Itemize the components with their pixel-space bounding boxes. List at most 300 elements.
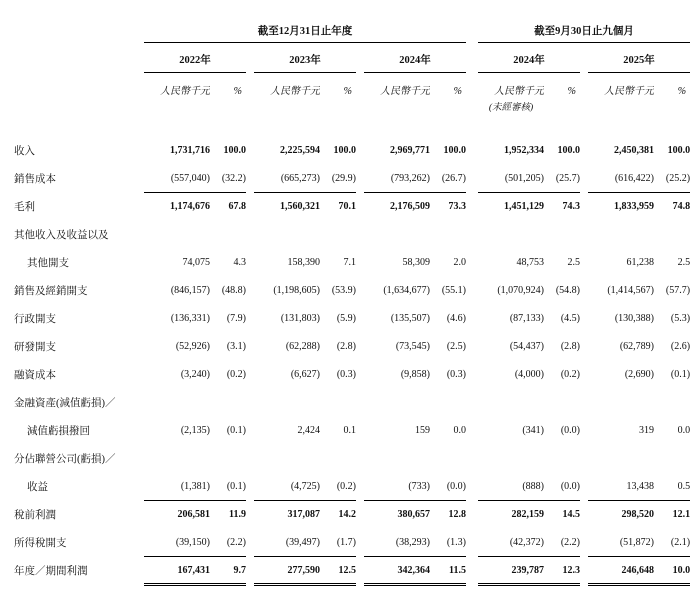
percent-cell: (2.6) [670,341,690,352]
percent-cell: 12.8 [448,509,466,521]
unit-label: 人民幣千元 [380,85,430,97]
column-spacer [356,73,364,99]
value-cell: (42,372) [478,529,544,557]
value-cell: 159 [415,425,430,436]
value-cell [364,389,430,417]
column-spacer [466,333,478,361]
percent-cell: 12.3 [544,557,580,585]
value-cell [364,445,430,473]
percent-cell: 14.2 [338,509,356,521]
column-spacer [356,529,364,557]
column-spacer [580,501,588,529]
percent-cell: (26.7) [430,165,466,193]
value-cell: 48,753 [516,257,544,268]
value-cell: 319 [639,425,654,436]
value-cell: 61,238 [626,257,654,268]
percent-cell: 11.5 [430,557,466,585]
percent-cell: (2.2) [544,529,580,557]
column-spacer [580,417,588,445]
table-row [14,501,690,529]
table-row [14,445,690,473]
column-spacer [356,193,364,221]
value-cell: (38,293) [364,529,430,557]
percent-cell [320,221,356,249]
value-cell: 1,174,676 [170,201,210,213]
column-spacer [246,165,254,193]
column-spacer [466,501,478,529]
percent-cell: (4.6) [446,313,466,324]
value-cell: 2,969,771 [390,145,430,156]
row-label: 銷售及經銷開支 [14,286,88,297]
percent-cell: 70.1 [338,201,356,213]
value-cell: 1,952,334 [504,145,544,156]
percent-cell: 100.0 [333,145,356,156]
value-cell: (793,262) [364,165,430,193]
row-label: 金融資產(減值虧損)／ [14,398,116,409]
row-label: 其他開支 [27,258,69,269]
value-cell [364,221,430,249]
percent-label: % [233,85,242,97]
column-spacer [356,333,364,361]
column-spacer [580,557,588,585]
column-spacer [580,445,588,473]
header-spacer [14,99,478,117]
value-cell: (6,627) [290,369,320,380]
unit-header-row [14,73,690,99]
column-spacer [356,277,364,305]
row-label: 毛利 [14,202,35,213]
value-cell: (1,198,605) [273,285,320,296]
table-row [14,305,690,333]
value-cell [588,221,654,249]
percent-cell [430,221,466,249]
percent-cell [544,389,580,417]
value-cell: (2,690) [624,369,654,380]
percent-cell: (7.9) [226,313,246,324]
header-spacer [588,99,654,117]
percent-cell: 0.5 [654,473,690,501]
column-spacer [356,501,364,529]
year-header-row [14,43,690,73]
column-spacer [246,73,254,99]
column-spacer [580,473,588,501]
column-spacer [356,43,364,73]
column-spacer [580,221,588,249]
column-spacer [246,193,254,221]
value-cell: 317,087 [287,509,320,521]
column-spacer [580,193,588,221]
table-row [14,529,690,557]
percent-cell: 0.0 [453,425,466,436]
column-spacer [580,277,588,305]
column-spacer [580,361,588,389]
row-label: 年度／期間利潤 [14,566,88,577]
percent-cell: 100.0 [443,145,466,156]
header-spacer [14,117,690,137]
column-spacer [246,249,254,277]
table-row [14,137,690,165]
percent-cell: (25.7) [544,165,580,193]
column-spacer [466,557,478,585]
percent-cell: (0.1) [226,425,246,436]
column-spacer [580,305,588,333]
column-spacer [356,445,364,473]
percent-cell: 100.0 [223,145,246,156]
value-cell: (1,634,677) [383,285,430,296]
column-spacer [580,165,588,193]
column-spacer [356,361,364,389]
percent-cell: 0.1 [343,425,356,436]
value-cell: (39,497) [254,529,320,557]
table-row [14,389,690,417]
value-cell: 2,176,509 [390,201,430,213]
table-row [14,557,690,585]
value-cell: (87,133) [509,313,544,324]
value-cell: 2,450,381 [614,145,654,156]
year-2023: 2023年 [254,43,356,73]
unit-label: 人民幣千元 [494,85,544,97]
percent-cell: 0.0 [677,425,690,436]
percent-cell: (1.7) [320,529,356,557]
value-cell: 239,787 [478,557,544,585]
column-spacer [580,333,588,361]
percent-cell: (0.0) [430,473,466,501]
column-spacer [466,417,478,445]
column-spacer [466,361,478,389]
value-cell: (846,157) [170,285,210,296]
table-body [14,137,690,585]
table-row [14,249,690,277]
value-cell: (616,422) [588,165,654,193]
percent-cell: (29.9) [320,165,356,193]
value-cell: (733) [364,473,430,501]
percent-cell: (2.1) [654,529,690,557]
value-cell: (135,507) [390,313,430,324]
row-label: 收入 [14,146,35,157]
value-cell: (3,240) [180,369,210,380]
value-cell: (665,273) [254,165,320,193]
percent-cell [654,445,690,473]
percent-cell: (4.5) [560,313,580,324]
column-spacer [580,43,588,73]
value-cell: 158,390 [287,257,320,268]
percent-cell: 11.9 [229,509,246,521]
percent-cell: (32.2) [210,165,246,193]
percent-cell: 100.0 [667,145,690,156]
value-cell [254,445,320,473]
row-label: 融資成本 [14,370,56,381]
column-spacer [466,165,478,193]
unaudited-note: (未經審核) [488,102,534,113]
value-cell [478,445,544,473]
percent-cell: 2.5 [567,257,580,268]
column-spacer [466,249,478,277]
value-cell: (2,135) [180,425,210,436]
table-row [14,473,690,501]
column-spacer [356,417,364,445]
percent-cell [430,445,466,473]
percent-cell: (0.0) [560,425,580,436]
value-cell: (62,288) [285,341,320,352]
percent-cell: (5.3) [670,313,690,324]
percent-cell: (55.1) [441,285,466,296]
percent-cell: 74.8 [672,201,690,213]
percent-cell: (54.8) [555,285,580,296]
percent-cell: (0.1) [210,473,246,501]
value-cell: 2,424 [297,425,320,436]
column-spacer [580,249,588,277]
percent-cell: (48.8) [221,285,246,296]
column-spacer [246,221,254,249]
column-spacer [580,137,588,165]
column-spacer [246,445,254,473]
table-row [14,333,690,361]
value-cell: 206,581 [177,509,210,521]
percent-cell: (25.2) [654,165,690,193]
value-cell: (501,205) [478,165,544,193]
column-spacer [246,529,254,557]
percent-cell: 2.0 [453,257,466,268]
percent-cell: 14.5 [562,509,580,521]
value-cell: 58,309 [402,257,430,268]
percent-cell: (53.9) [331,285,356,296]
value-cell [144,445,210,473]
header-spacer [14,14,144,43]
value-cell: 1,731,716 [170,145,210,156]
header-spacer [14,43,144,73]
value-cell: (888) [478,473,544,501]
percent-cell: (0.3) [336,369,356,380]
value-cell: 1,451,129 [504,201,544,213]
percent-cell: 12.1 [672,509,690,521]
column-spacer [246,137,254,165]
row-label: 銷售成本 [14,174,56,185]
percent-cell [210,389,246,417]
row-label: 所得稅開支 [14,538,67,549]
table-row [14,165,690,193]
percent-cell: 12.5 [320,557,356,585]
column-spacer [246,333,254,361]
document-page [0,14,690,612]
header-gap-row [14,117,690,137]
value-cell [588,389,654,417]
value-cell: 277,590 [254,557,320,585]
column-spacer [246,389,254,417]
row-label: 行政開支 [14,314,56,325]
percent-cell: (3.1) [226,341,246,352]
table-row [14,417,690,445]
value-cell [144,221,210,249]
table-row [14,193,690,221]
row-label: 研發開支 [14,342,56,353]
value-cell: 246,648 [588,557,654,585]
column-spacer [356,557,364,585]
percent-cell [544,221,580,249]
column-spacer [466,529,478,557]
percent-cell: (5.9) [336,313,356,324]
value-cell [478,221,544,249]
column-spacer [356,165,364,193]
value-cell: 380,657 [397,509,430,521]
percent-label: % [567,85,576,97]
value-cell: (1,414,567) [607,285,654,296]
header-spacer [544,99,580,117]
percent-cell: (2.8) [560,341,580,352]
percent-cell: 67.8 [228,201,246,213]
header-spacer [14,73,144,99]
value-cell: (51,872) [588,529,654,557]
header-spacer [654,99,690,117]
value-cell [254,221,320,249]
column-spacer [466,14,478,43]
value-cell: (1,381) [144,473,210,501]
column-spacer [466,193,478,221]
percent-cell: 4.3 [233,257,246,268]
column-spacer [466,73,478,99]
column-spacer [580,389,588,417]
percent-label: % [677,85,687,97]
value-cell [588,445,654,473]
column-spacer [246,417,254,445]
table-row [14,277,690,305]
column-spacer [466,473,478,501]
percent-cell: (2.8) [336,341,356,352]
column-spacer [356,137,364,165]
year-2024-annual: 2024年 [364,43,466,73]
column-spacer [466,445,478,473]
value-cell: 74,075 [182,257,210,268]
percent-cell: (0.2) [560,369,580,380]
percent-cell: 74.3 [562,201,580,213]
percent-cell: (0.1) [670,369,690,380]
column-spacer [466,137,478,165]
column-spacer [466,277,478,305]
percent-label: % [453,85,462,97]
value-cell: (1,070,924) [497,285,544,296]
percent-cell [430,389,466,417]
percent-cell [320,389,356,417]
percent-label: % [343,85,352,97]
unit-label: 人民幣千元 [604,85,654,97]
value-cell: 167,431 [144,557,210,585]
unit-label: 人民幣千元 [270,85,320,97]
group-header-row [14,14,690,43]
column-spacer [466,221,478,249]
column-spacer [356,473,364,501]
row-label: 稅前利潤 [14,510,56,521]
percent-cell [210,445,246,473]
financial-table [14,14,690,586]
percent-cell: (0.0) [544,473,580,501]
percent-cell [210,221,246,249]
column-spacer [246,501,254,529]
percent-cell [654,389,690,417]
percent-cell: (57.7) [665,285,690,296]
row-label: 減值虧損撥回 [27,426,90,437]
row-label: 收益 [27,482,48,493]
year-2024-nine-month: 2024年 [478,43,580,73]
value-cell: 13,438 [588,473,654,501]
percent-cell: 10.0 [654,557,690,585]
percent-cell: (2.2) [210,529,246,557]
unaudited-row [14,99,690,117]
column-spacer [246,277,254,305]
value-cell: (39,150) [144,529,210,557]
value-cell: 282,159 [511,509,544,521]
percent-cell: (0.3) [446,369,466,380]
value-cell [478,389,544,417]
year-2025-nine-month: 2025年 [588,43,690,73]
group-title-nine-month: 截至9月30日止九個月 [478,14,690,43]
row-label: 其他收入及收益以及 [14,230,109,241]
column-spacer [580,529,588,557]
column-spacer [356,305,364,333]
value-cell [254,389,320,417]
column-spacer [466,43,478,73]
value-cell: (131,803) [280,313,320,324]
year-2022: 2022年 [144,43,246,73]
percent-cell: 9.7 [210,557,246,585]
value-cell: (62,789) [619,341,654,352]
column-spacer [356,249,364,277]
column-spacer [246,43,254,73]
column-spacer [580,99,588,117]
value-cell: (4,725) [254,473,320,501]
percent-cell: (0.2) [320,473,356,501]
value-cell: (73,545) [395,341,430,352]
percent-cell [544,445,580,473]
column-spacer [580,73,588,99]
percent-cell: 73.3 [448,201,466,213]
column-spacer [356,221,364,249]
column-spacer [246,361,254,389]
value-cell: 342,364 [364,557,430,585]
table-row [14,221,690,249]
percent-cell: 2.5 [677,257,690,268]
column-spacer [246,473,254,501]
percent-cell: 7.1 [343,257,356,268]
row-label: 分佔聯營公司(虧損)／ [14,454,116,465]
value-cell: (557,040) [144,165,210,193]
table-row [14,361,690,389]
percent-cell: 100.0 [557,145,580,156]
percent-cell: (2.5) [446,341,466,352]
value-cell: 298,520 [621,509,654,521]
value-cell: (9,858) [400,369,430,380]
column-spacer [466,389,478,417]
value-cell: (54,437) [509,341,544,352]
value-cell: (52,926) [175,341,210,352]
column-spacer [466,305,478,333]
value-cell: 1,833,959 [614,201,654,213]
value-cell: 1,560,321 [280,201,320,213]
value-cell: (4,000) [514,369,544,380]
column-spacer [246,557,254,585]
percent-cell [320,445,356,473]
percent-cell: (0.2) [226,369,246,380]
value-cell [144,389,210,417]
percent-cell [654,221,690,249]
column-spacer [356,389,364,417]
percent-cell: (1.3) [430,529,466,557]
column-spacer [246,305,254,333]
value-cell: 2,225,594 [280,145,320,156]
value-cell: (136,331) [170,313,210,324]
value-cell: (341) [522,425,544,436]
unit-label: 人民幣千元 [160,85,210,97]
group-title-annual: 截至12月31日止年度 [144,14,466,43]
value-cell: (130,388) [614,313,654,324]
